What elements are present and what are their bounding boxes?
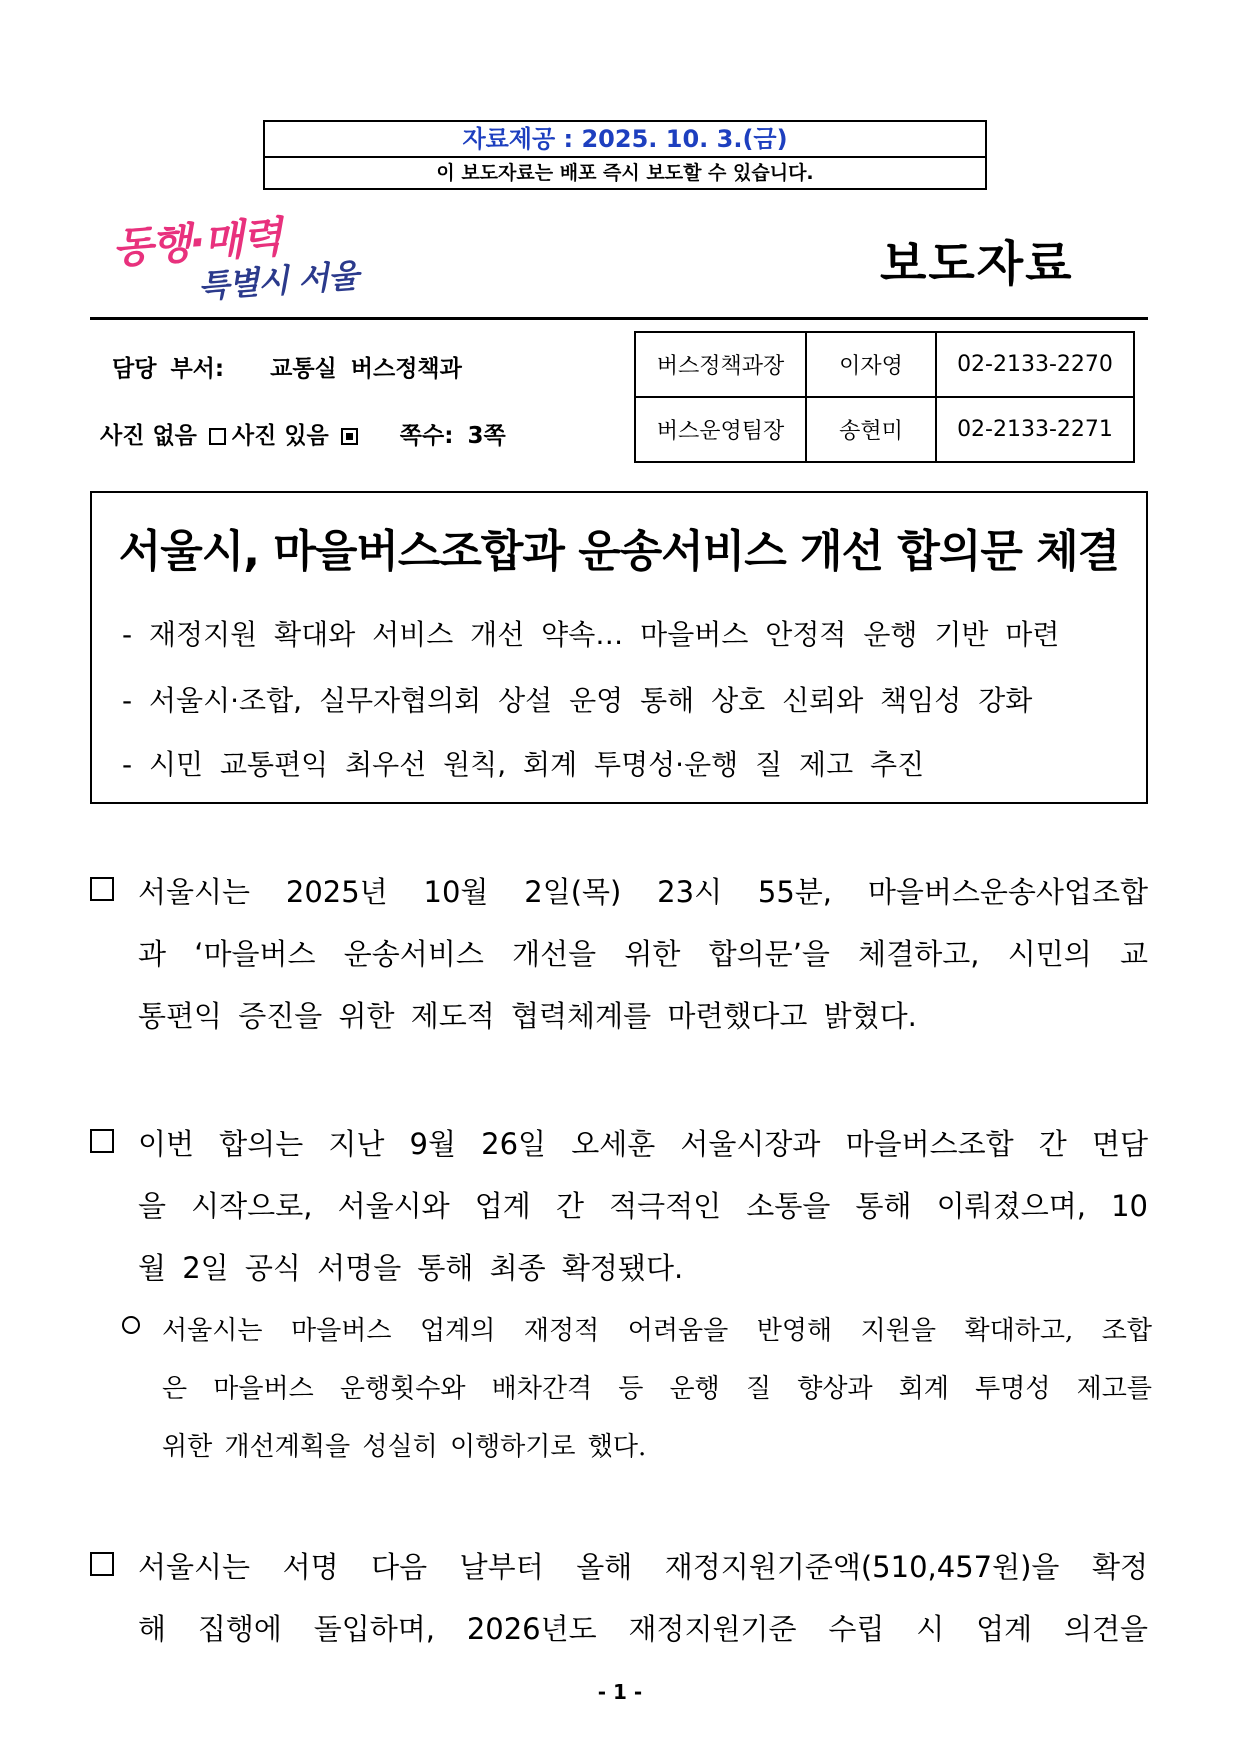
contact-title: 버스운영팀장 [635, 397, 806, 462]
header-divider [90, 317, 1148, 320]
logo-line2: 특별시 서울 [197, 256, 359, 306]
sub-paragraph-line: 은 마을버스 운행횟수와 배차간격 등 운행 질 향상과 회계 투명성 제고를 [162, 1374, 1152, 1404]
release-date: 자료제공 : 2025. 10. 3.(금) [265, 122, 985, 158]
department-value: 교통실 버스정책과 [270, 356, 462, 382]
pages-value: 3쪽 [467, 423, 506, 449]
contact-name: 송현미 [806, 397, 936, 462]
bullet-box-icon [90, 1552, 114, 1576]
contact-table [634, 331, 1135, 463]
contact-title: 버스정책과장 [635, 332, 806, 397]
paragraph-line: 이번 합의는 지난 9월 26일 오세훈 서울시장과 마을버스조합 간 면담 [138, 1127, 1148, 1161]
logo-line1: 동행·매력 [110, 212, 282, 273]
page-number: - 1 - [597, 1680, 643, 1704]
paragraph-line: 과 ‘마을버스 운송서비스 개선을 위한 합의문’을 체결하고, 시민의 교 [138, 937, 1148, 971]
release-info-box [263, 120, 987, 190]
department-info [112, 350, 462, 383]
contact-phone: 02-2133-2271 [936, 397, 1134, 462]
document-type-title: 보도자료 [880, 236, 1074, 292]
photo-info [100, 417, 512, 450]
photo-yes-label: 사진 있음 [231, 423, 329, 449]
subheadline: - 시민 교통편익 최우선 원칙, 회계 투명성·운행 질 제고 추진 [122, 748, 925, 781]
bullet-circle-icon [122, 1316, 140, 1334]
seoul-logo [110, 210, 359, 306]
paragraph-line: 을 시작으로, 서울시와 업계 간 적극적인 소통을 통해 이뤄졌으며, 10 [138, 1189, 1148, 1223]
subheadline: - 재정지원 확대와 서비스 개선 약속… 마을버스 안정적 운행 기반 마련 [122, 618, 1060, 651]
bullet-box-icon [90, 877, 114, 901]
photo-no-checkbox [209, 428, 226, 445]
paragraph-line: 통편익 증진을 위한 제도적 협력체계를 마련했다고 밝혔다. [138, 999, 917, 1033]
release-note: 이 보도자료는 배포 즉시 보도할 수 있습니다. [436, 162, 814, 184]
sub-paragraph-line: 위한 개선계획을 성실히 이행하기로 했다. [162, 1432, 647, 1462]
sub-paragraph-line: 서울시는 마을버스 업계의 재정적 어려움을 반영해 지원을 확대하고, 조합 [162, 1316, 1152, 1346]
paragraph-line: 서울시는 서명 다음 날부터 올해 재정지원기준액(510,457원)을 확정 [138, 1550, 1148, 1584]
paragraph-line: 월 2일 공식 서명을 통해 최종 확정됐다. [138, 1251, 684, 1285]
photo-no-label: 사진 없음 [100, 423, 197, 449]
paragraph-line: 해 집행에 돌입하며, 2026년도 재정지원기준 수립 시 업계 의견을 [138, 1612, 1148, 1646]
department-label: 담당 부서: [112, 356, 225, 382]
contact-name: 이자영 [806, 332, 936, 397]
paragraph-line: 서울시는 2025년 10월 2일(목) 23시 55분, 마을버스운송사업조합 [138, 875, 1148, 909]
headline: 서울시, 마을버스조합과 운송서비스 개선 합의문 체결 [118, 526, 1120, 577]
pages-label: 쪽수: [399, 423, 454, 449]
contact-row [635, 397, 1134, 462]
headline-box [90, 491, 1148, 804]
photo-yes-checkbox [341, 428, 358, 445]
bullet-box-icon [90, 1129, 114, 1153]
subheadline: - 서울시·조합, 실무자협의회 상설 운영 통해 상호 신뢰와 책임성 강화 [122, 684, 1033, 717]
contact-row [635, 332, 1134, 397]
contact-phone: 02-2133-2270 [936, 332, 1134, 397]
